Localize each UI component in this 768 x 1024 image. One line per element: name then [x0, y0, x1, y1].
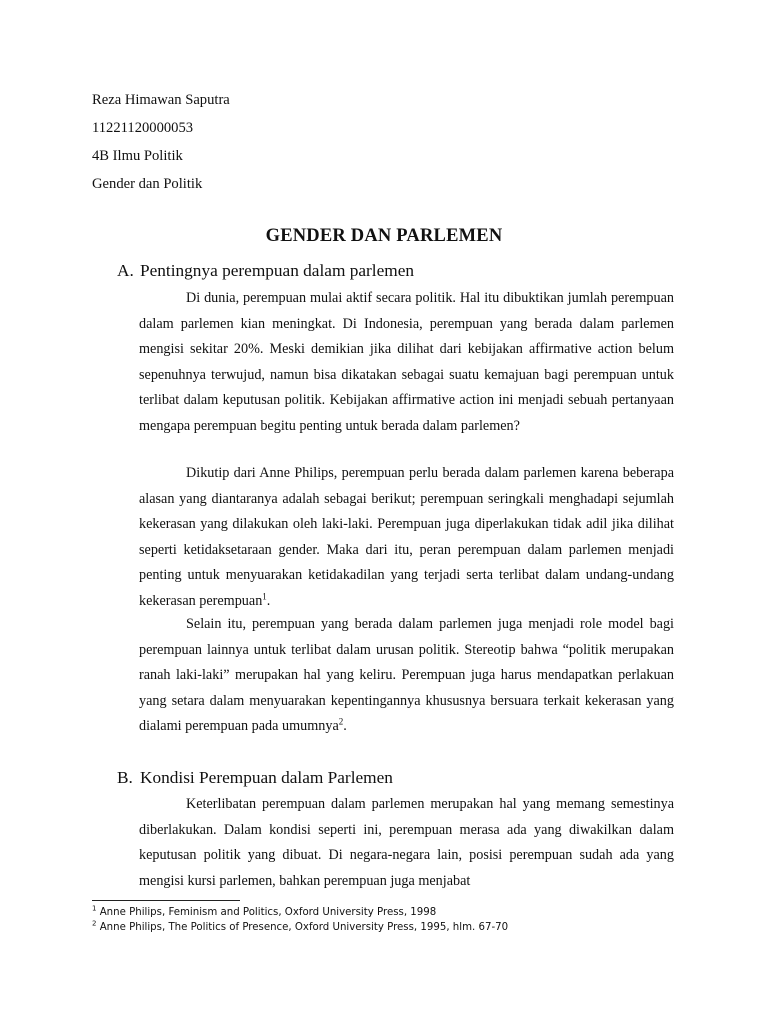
paragraph-a2-end: .: [266, 592, 271, 609]
section-b-heading: [117, 766, 393, 790]
paragraph-b1: Keterlibatan perempuan dalam parlemen merupakan hal yang memang semestinya diberlakukan. Dalam kondisi seperti ini, perempuan merasa ada yang diwakilkan dalam keputusan politik yang dibuat. Di negara-negara lain, posisi perempuan sudah ada yang mengisi kursi parlemen, bahkan perempuan juga menjabat: [139, 796, 674, 889]
footnote-2-text: Anne Philips, The Politics of Presence, Oxford University Press, 1995, hlm. 67-70: [96, 922, 509, 933]
section-b-number: B.: [117, 768, 133, 787]
section-b-title: Kondisi Perempuan dalam Parlemen: [140, 768, 393, 787]
section-a-number: A.: [117, 261, 134, 280]
footnote-ref-1[interactable]: 1: [262, 591, 267, 602]
footnote-2: [92, 920, 508, 935]
course-name: Gender dan Politik: [92, 176, 203, 192]
paragraph-a1: Di dunia, perempuan mulai aktif secara politik. Hal itu dibuktikan jumlah perempuan dalam parlemen kian meningkat. Di Indonesia, perempuan yang berada dalam parlemen mengisi sekitar 20%. Meski demikian jika dilihat dari kebijakan affirmative action belum sepenuhnya terwujud, namun bisa dikatakan sebagai suatu kemajuan bagi perempuan untuk terlibat dalam keputusan politik. Kebijakan affirmative action ini menjadi sebuah pertanyaan mengapa perempuan begitu penting untuk berada dalam parlemen?: [139, 290, 674, 434]
footnote-1-mark: 1: [92, 904, 97, 913]
paragraph-a2-text: Dikutip dari Anne Philips, perempuan perlu berada dalam parlemen karena beberapa alasan yang diantaranya adalah sebagai berikut; perempuan seringkali menghadapi sejumlah kekerasan yang dilakukan oleh laki-laki. Perempuan juga diperlakukan tidak adil jika dilihat seperti ketidaksetaraan gender. Maka dari itu, peran perempuan dalam parlemen menjadi penting untuk menyuarakan ketidakadilan yang terjadi serta terlibat dalam undang-undang kekerasan perempuan: [139, 465, 674, 609]
student-id: 11221120000053: [92, 120, 194, 136]
footnote-divider: [92, 900, 240, 901]
paragraph-a3: [139, 612, 674, 740]
section-a-title: Pentingnya perempuan dalam parlemen: [140, 261, 415, 280]
footnotes: [92, 905, 508, 935]
section-a-heading: [117, 259, 414, 283]
footnote-ref-2[interactable]: 2: [338, 716, 344, 727]
document-title: GENDER DAN PARLEMEN: [265, 226, 503, 246]
class-name: 4B Ilmu Politik: [92, 148, 183, 164]
footnote-2-mark: 2: [92, 919, 97, 928]
paragraph-a3-end: .: [343, 718, 347, 735]
author-name: Reza Himawan Saputra: [92, 92, 230, 108]
paragraph-a3-text: Selain itu, perempuan yang berada dalam parlemen juga menjadi role model bagi perempuan lainnya untuk terlibat dalam urusan politik. Stereotip bahwa “politik merupakan ranah laki-laki” merupakan hal yang keliru. Perempuan juga harus mendapatkan perlakuan yang setara dalam menyuarakan kepentingannya khususnya bersuara terkait kekerasan yang dialami perempuan pada umumnya: [139, 616, 674, 735]
footnote-1: [92, 905, 508, 920]
author-header: [92, 86, 230, 198]
paragraph-a2: [139, 461, 674, 615]
footnote-1-text: Anne Philips, Feminism and Politics, Oxford University Press, 1998: [96, 907, 437, 918]
